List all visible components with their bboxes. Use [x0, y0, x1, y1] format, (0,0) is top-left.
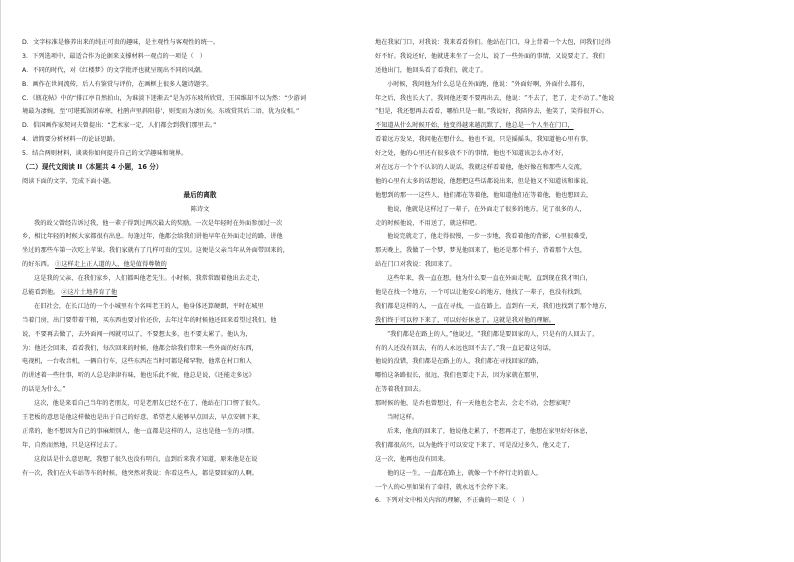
- story-line: 送他出门，他回头看了看我们，就走了。: [375, 66, 487, 74]
- story-title: 最后的离散: [183, 190, 217, 199]
- story-line: 当着门房，出门要带着干粮，买东西也要讨价还价，去年过年的时候他还回来看望过我们，他: [22, 316, 277, 324]
- story-line: 他说完就走了，他走得很慢，一步一步地，我看着他的背影，心里很难受，: [387, 233, 592, 241]
- section-title: （二）现代文阅读 II（本题共 4 小题，16 分）: [22, 163, 163, 172]
- story-line: 看着远方发呆，我问他在想什么，他也不说，只是摇摇头，我知道他心里有事，: [375, 136, 593, 144]
- story-line: 这一次，他再也没有回来。: [375, 455, 450, 463]
- story-line: 好不好。我说还好，他就进来坐了一会儿，说了一些外面的事情，又说要走了，我们: [375, 52, 605, 60]
- story-line: 说，不要再去做了，去外面闯一闯就可以了，不要想太多，也不要太累了。他认为，: [22, 330, 252, 338]
- story-line: 他是在找一个地方，一个可以让他安心的地方，他找了一辈子，也没有找到，: [375, 289, 587, 297]
- story-line: 后来，他真的回来了，他说他走累了，不想再走了，他想在家里好好休息，: [387, 427, 592, 435]
- q2-option-d: D．文字标准是修养出来的纯正可贵的趣味，是主观性与客观性的统一。: [22, 39, 220, 46]
- story-line: 小时候，我问他为什么总是在外面跑，他说：“外面好啊，外面什么都有，: [387, 80, 589, 88]
- story-line: 在旧社会，在长江边的一个小城里有个名叫老王的人，他身体还算硬朗，平时在城里: [34, 302, 264, 310]
- story-line: 一个人的心里如果有了牵挂，就永远不会停下来。: [375, 483, 512, 491]
- left-page-edge: [0, 0, 1, 562]
- story-line: 电视机，一台收音机，一辆自行车，这些东西在当时可都是稀罕物，他常在村口和人: [22, 358, 252, 366]
- story-line: 在等着我们回去。: [375, 386, 425, 394]
- story-line: 哪怕这条路很长，很远，我们也要走下去，因为家就在那里，: [375, 372, 543, 380]
- story-line: 他想到的那一一这些人，他们都在等着他，他知道他们在等着他，他也想回去，: [375, 191, 593, 199]
- story-line: 的讲述着一些往事，听的人总是津津有味，他也乐此不疲，他总是说，《还能走多远》: [22, 372, 255, 380]
- story-line: 这次，他是来看自己当年的老朋友，可是老朋友已经不在了，他站在门口愣了很久。: [34, 400, 264, 408]
- story-line: 年，自然而然地，只是这样过去了。: [22, 441, 122, 449]
- story-line: “我们都是在路上的人，”他说过，“我们都是要回家的人，只是有的人回去了，: [387, 330, 599, 338]
- story-line: 那时候的他，是否也曾想过，有一天他也会老去，会走不动，会想家呢？: [375, 400, 574, 408]
- q3-option-a: A．不同的时代，对《红楼梦》的文学批评也就呈现出不同的风潮。: [22, 66, 207, 74]
- q3-option-b: B．画作在世间流传，后人有鉴赏与评价，在画框上很多人题诗题字。: [22, 80, 213, 88]
- underlined-sentence-2: ②这片土地养育了他: [61, 289, 118, 297]
- story-line: 坐过的那些车第一次吃上苹果。我们家就有了几样可贵的宝贝。这便是父亲当年从外面带回来的，: [22, 247, 289, 255]
- story-line: 地在我家门口，对我说：我来看看你们。他站在门口，身上背着一个大包，问我们过得: [375, 39, 611, 46]
- instruction: 阅读下面的文字，完成下面小题。: [22, 177, 116, 185]
- story-line: 他的这一生，一直都在路上，就像一个不停行走的旅人，: [387, 469, 543, 477]
- story-line: 为：他还会回来，看看我们，每次回来的时候，他都会给我们带来一些外面的好东西，: [22, 344, 258, 352]
- story-line: 对在远方一个个不认识的人说话，我就这样看着他，他好像在和那些人交流，: [375, 164, 587, 172]
- question-6: 6．下列对文中相关内容的理解，不正确的一项是（ ）: [375, 497, 528, 505]
- story-line: 有一次，我们在火车站等车的时候，他突然对我说：你看这些人，都是要回家的人啊。: [22, 469, 258, 477]
- story-line: 这段话是什么意思呢，我想了很久也没有明白，直到后来我才知道，原来他是在说: [34, 455, 258, 463]
- story-line: “但是，我还想再去看看，哪怕只是一眼。”我说好，我陪你去，他笑了，笑得很开心。: [375, 108, 608, 116]
- story-line: 他说，他就是这样过了一辈子，在外面走了很多的地方，见了很多的人，: [387, 205, 586, 213]
- story-line: 正常的，他不想因为自己的事麻烦别人，他一直都是这样的人，这也是他一生的习惯。: [22, 427, 258, 435]
- question-5: 5．结合两则材料，谈谈你如何提升自己的文学趣味和境界。: [22, 150, 188, 158]
- story-line: 走的时候他说，不用送了，就这样吧。: [375, 219, 481, 227]
- story-text: 总能看到他。: [22, 289, 60, 297]
- story-text: 的好东西。: [22, 261, 54, 269]
- story-line: 年之后，我也长大了，我问他还要不要再出去，他说：“不去了，老了，走不动了。”他说: [375, 94, 615, 102]
- right-column: [375, 36, 735, 508]
- story-line: 有的人还没有回去，有的人永远也回不去了。”我一直记着这句话，: [375, 344, 556, 352]
- left-column: [22, 36, 378, 481]
- underlined-sentence-1: ①这样走上正人道的人，他是值得尊敬的: [55, 261, 167, 269]
- story-line: 站在门口对我说：我回来了。: [375, 261, 456, 269]
- q3-stem: 3．下列选项中，最适合作为论据来支撑材料一观点的一项是（ ）: [22, 52, 206, 60]
- story-line: 我们都是这样的人，一直在寻找，一直在路上，直到有一天，我们也找到了那个地方，: [375, 302, 611, 310]
- story-line: 我们都很高兴，以为他终于可以安定下来了，可是没过多久，他又走了，: [375, 441, 574, 449]
- story-author: 陈诗文: [190, 205, 210, 213]
- story-line: 这是我的父亲，在我们家乡，人们都叫他老先生。小时候，我常常跟着他出去走走，: [34, 275, 264, 283]
- story-line: 那天晚上，我做了一个梦，梦见他回来了，他还是那个样子，背着那个大包，: [375, 247, 587, 255]
- story-line: 王老板的意思是他这样做也是出于自己的好意，希望老人能够早点回去，早点安顿下来，: [22, 414, 265, 422]
- story-line: 的话是为什么。”: [22, 386, 66, 394]
- story-line: 这些年来，我一直在想，他为什么要一直在外面走呢，直到现在我才明白，: [387, 275, 592, 283]
- question-4: 4．请简要分析材料一的论证思路。: [22, 136, 120, 144]
- story-line: 乡，相比年轻的时候大家都很有出息。每逢过年，他都会给我们讲他早年在外面走过的路，讲他: [22, 233, 283, 241]
- story-line: 我的故父曾经告诉过我，他一辈子得到过两次最大的奖励。一次是年轻时在外面参加过一次: [34, 219, 283, 227]
- q3-option-d: D．倡国画作家契诃夫曾提出：“艺术家一定，人们都会到我们那里去。”: [22, 122, 217, 130]
- story-line: 他说的没错，我们都是在路上的人，我们都在寻找回家的路，: [375, 358, 543, 366]
- q3-option-c-cont: 境最为凄婉，至‘可堪孤馆闭春寒，杜鹃声里斜阳暮’，则变而为凄厉矣。东坡赏其后二语，犹为皮相。”: [22, 108, 300, 116]
- story-line: 不知道从什么时候开始，他变得越来越沉默了，他总是一个人坐在门口，: [375, 122, 574, 130]
- story-line: 我们终于可以停下来了，可以好好休息了。这就是我对他的理解。: [375, 316, 556, 324]
- story-line: 好之处，他的心里还有很多放不下的事情，他也不知道该怎么办才好，: [375, 150, 568, 158]
- story-line: 他的心里有太多的话想说，他想把这些话都说出来，但是他又不知道该和谁说，: [375, 177, 593, 185]
- q3-option-c: C．《瓶花帖》中的“排江亭自然拍山，为谁淡下迷渐去”是为苏东坡所欣赏，王国维却不以为然：“少游词: [22, 94, 307, 102]
- story-line: [22, 258, 378, 272]
- story-line: [22, 286, 378, 300]
- story-line: 当时这样。: [387, 414, 419, 422]
